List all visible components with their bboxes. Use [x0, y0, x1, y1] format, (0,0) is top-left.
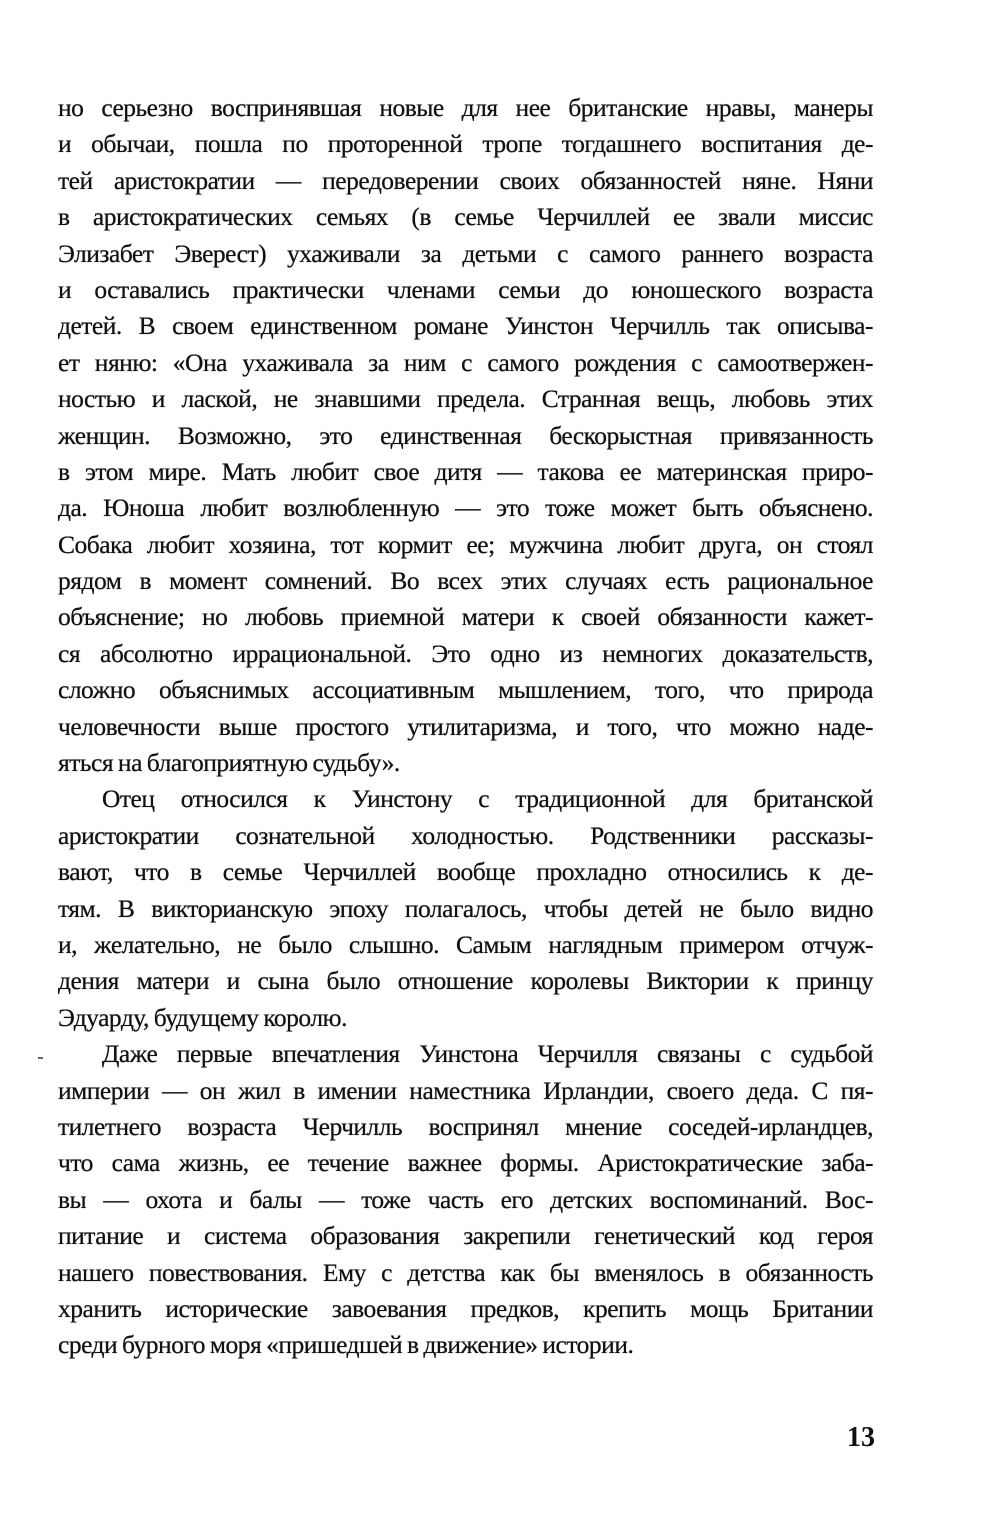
text-line: хранить исторические завоевания предков, крепить мощь Британии [58, 1293, 873, 1323]
text-line: вы — охота и балы — тоже часть его детских воспоминаний. Вос- [58, 1184, 873, 1214]
text-line: человечности выше простого утилитаризма, и того, что можно наде- [58, 711, 873, 741]
text-line: ет няню: «Она ухаживала за ним с самого рождения с самоотвержен- [58, 347, 873, 377]
page-number: 13 [847, 1422, 875, 1453]
text-line: что сама жизнь, ее течение важнее формы. Аристократические заба- [58, 1148, 873, 1178]
text-line: и обычаи, пошла по проторенной тропе тогдашнего воспитания де- [58, 129, 873, 159]
text-line: дения матери и сына было отношение королевы Виктории к принцу [58, 966, 873, 996]
text-line: сложно объяснимых ассоциативным мышлением, того, что природа [58, 675, 873, 705]
text-line: и, желательно, не было слышно. Самым наглядным примером отчуж- [58, 929, 873, 959]
paragraph-first-impressions [58, 1036, 873, 1364]
text-line: Элизабет Эверест) ухаживали за детьми с самого раннего возраста [58, 238, 873, 268]
text-line: и оставались практически членами семьи до юношеского возраста [58, 274, 873, 304]
text-line: тей аристократии — передоверении своих обязанностей няне. Няни [58, 165, 873, 195]
text-line: но серьезно воспринявшая новые для нее британские нравы, манеры [58, 93, 873, 122]
text-line: детей. В своем единственном романе Уинстон Черчилль так описыва- [58, 311, 873, 341]
text-line: яться на благоприятную судьбу». [58, 748, 400, 778]
text-line: Эдуарду, будущему королю. [58, 1002, 347, 1032]
text-line: Собака любит хозяина, тот кормит ее; мужчина любит друга, он стоял [58, 529, 873, 559]
text-line: женщин. Возможно, это единственная бескорыстная привязанность [58, 420, 873, 450]
text-line: Даже первые впечатления Уинстона Черчилля связаны с судьбой [102, 1039, 873, 1069]
text-line: да. Юноша любит возлюбленную — это тоже может быть объяснено. [58, 493, 873, 523]
book-page-body [58, 90, 873, 1364]
text-line: аристократии сознательной холодностью. Родственники рассказы- [58, 820, 873, 850]
text-line: объяснение; но любовь приемной матери к своей обязанности кажет- [58, 602, 873, 632]
text-line: ся абсолютно иррациональной. Это одно из немногих доказательств, [58, 638, 873, 668]
text-line: Отец относился к Уинстону с традиционной для британской [102, 784, 873, 814]
paragraph-father [58, 781, 873, 1036]
text-line: вают, что в семье Черчиллей вообще прохладно относились к де- [58, 857, 873, 887]
text-line: в аристократических семьях (в семье Черчиллей ее звали миссис [58, 202, 873, 232]
text-line: нашего повествования. Ему с детства как бы вменялось в обязанность [58, 1257, 873, 1287]
paragraph-nanny [58, 90, 873, 781]
text-line: ностью и лаской, не знавшими предела. Странная вещь, любовь этих [58, 384, 873, 414]
text-line: среди бурного моря «пришедшей в движение» истории. [58, 1330, 634, 1360]
print-speck [38, 1057, 43, 1059]
text-line: питание и система образования закрепили генетический код героя [58, 1221, 873, 1251]
text-line: рядом в момент сомнений. Во всех этих случаях есть рациональное [58, 566, 873, 596]
text-line: тям. В викторианскую эпоху полагалось, чтобы детей не было видно [58, 893, 873, 923]
text-line: империи — он жил в имении наместника Ирландии, своего деда. С пя- [58, 1075, 873, 1105]
text-line: в этом мире. Мать любит свое дитя — такова ее материнская приро- [58, 456, 873, 486]
text-line: тилетнего возраста Черчилль воспринял мнение соседей-ирландцев, [58, 1111, 873, 1141]
